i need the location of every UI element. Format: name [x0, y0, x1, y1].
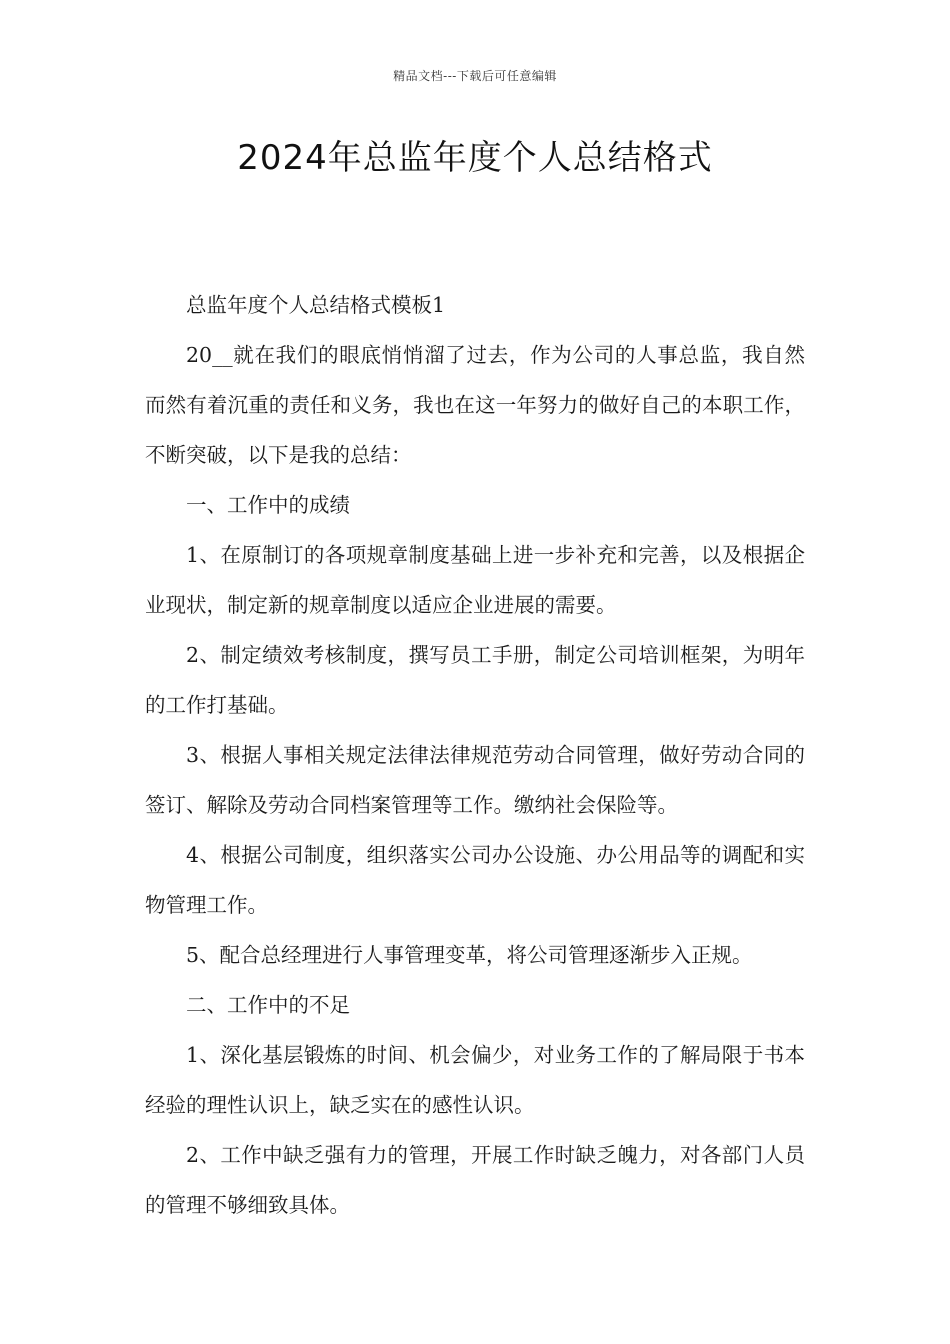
document-body: [145, 280, 805, 1230]
list-item-achievement-4: 4、根据公司制度，组织落实公司办公设施、办公用品等的调配和实物管理工作。: [145, 843, 805, 917]
list-item-achievement-2: 2、制定绩效考核制度，撰写员工手册，制定公司培训框架，为明年的工作打基础。: [145, 643, 805, 717]
header-note: 精品文档---下载后可任意编辑: [393, 69, 557, 83]
section-heading-shortcomings: 二、工作中的不足: [186, 993, 350, 1017]
list-item-achievement-5: 5、配合总经理进行人事管理变革，将公司管理逐渐步入正规。: [186, 943, 753, 967]
paragraph-intro: 20__就在我们的眼底悄悄溜了过去，作为公司的人事总监，我自然而然有着沉重的责任和义务，我也在这一年努力的做好自己的本职工作，不断突破，以下是我的总结：: [145, 343, 805, 467]
section-heading-achievements: 一、工作中的成绩: [186, 493, 350, 517]
list-item-achievement-3: 3、根据人事相关规定法律法律规范劳动合同管理，做好劳动合同的签订、解除及劳动合同档案管理等工作。缴纳社会保险等。: [145, 743, 805, 817]
section-heading-template: 总监年度个人总结格式模板1: [186, 293, 446, 317]
document-title: 2024年总监年度个人总结格式: [237, 138, 713, 178]
list-item-shortcoming-1: 1、深化基层锻炼的时间、机会偏少，对业务工作的了解局限于书本经验的理性认识上，缺乏实在的感性认识。: [145, 1043, 805, 1117]
list-item-achievement-1: 1、在原制订的各项规章制度基础上进一步补充和完善，以及根据企业现状，制定新的规章制度以适应企业进展的需要。: [145, 543, 805, 617]
list-item-shortcoming-2: 2、工作中缺乏强有力的管理，开展工作时缺乏魄力，对各部门人员的管理不够细致具体。: [145, 1143, 805, 1217]
